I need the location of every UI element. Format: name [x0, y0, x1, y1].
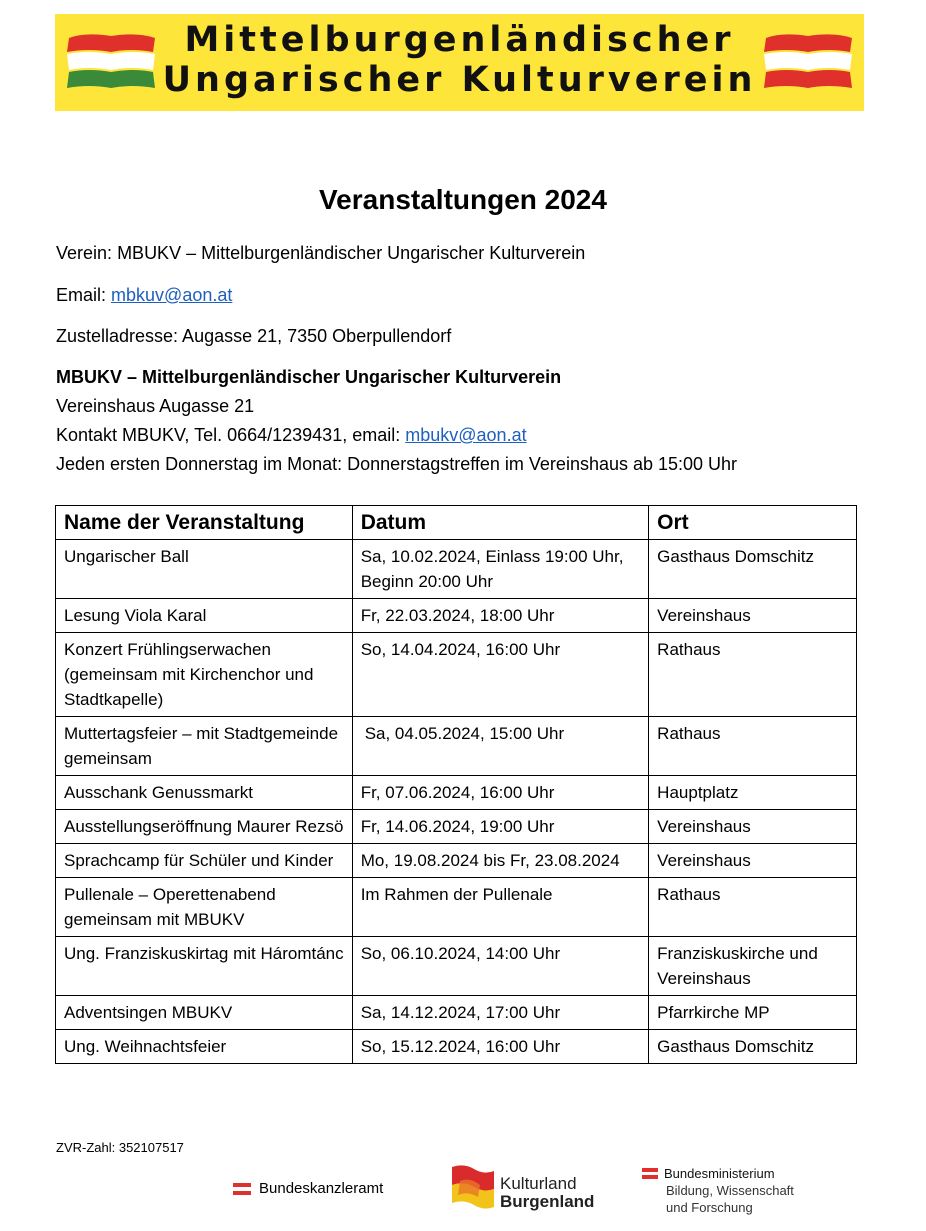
event-name: Ausstellungseröffnung Maurer Rezsö — [56, 810, 353, 844]
kulturland-flag-icon — [450, 1163, 496, 1211]
event-ort: Vereinshaus — [649, 599, 857, 633]
table-row — [56, 599, 857, 633]
event-ort: Franziskuskirche und Vereinshaus — [649, 937, 857, 996]
event-datum: Sa, 14.12.2024, 17:00 Uhr — [352, 996, 648, 1030]
kulturland-burgenland-logo — [450, 1163, 594, 1211]
meeting-line: Jeden ersten Donnerstag im Monat: Donnerstagstreffen im Vereinshaus ab 15:00 Uhr — [56, 454, 738, 474]
event-ort: Gasthaus Domschitz — [649, 540, 857, 599]
table-row — [56, 996, 857, 1030]
event-datum: Fr, 14.06.2024, 19:00 Uhr — [352, 810, 648, 844]
bmbwf-line3: und Forschung — [666, 1200, 753, 1215]
event-name: Sprachcamp für Schüler und Kinder — [56, 844, 353, 878]
events-table — [55, 505, 857, 1064]
banner-title-line2: Ungarischer Kulturverein — [162, 60, 757, 100]
event-datum: Mo, 19.08.2024 bis Fr, 23.08.2024 — [352, 844, 648, 878]
event-datum: So, 06.10.2024, 14:00 Uhr — [352, 937, 648, 996]
table-row — [56, 717, 857, 776]
burgenland-label: Burgenland — [500, 1192, 595, 1211]
event-ort: Rathaus — [649, 717, 857, 776]
email-link[interactable]: mbkuv@aon.at — [111, 285, 233, 305]
zvr-number: ZVR-Zahl: 352107517 — [56, 1140, 184, 1155]
table-header-row — [56, 506, 857, 540]
bundeskanzleramt-logo — [233, 1180, 383, 1197]
verein-value: MBUKV – Mittelburgenländischer Ungarischer Kulturverein — [117, 243, 586, 263]
bmbwf-line1: Bundesministerium — [664, 1166, 775, 1181]
event-name: Ung. Weihnachtsfeier — [56, 1030, 353, 1064]
email-label: Email: — [56, 285, 107, 305]
header-name: Name der Veranstaltung — [56, 506, 353, 540]
block-title: MBUKV – Mittelburgenländischer Ungarischer Kulturverein — [56, 367, 562, 387]
event-name: Konzert Frühlingserwachen (gemeinsam mit Kirchenchor und Stadtkapelle) — [56, 633, 353, 717]
table-row — [56, 776, 857, 810]
event-datum: Im Rahmen der Pullenale — [352, 878, 648, 937]
event-name: Lesung Viola Karal — [56, 599, 353, 633]
event-ort: Rathaus — [649, 878, 857, 937]
bundeskanzleramt-label: Bundeskanzleramt — [259, 1180, 384, 1197]
verein-line — [56, 243, 585, 264]
event-name: Ausschank Genussmarkt — [56, 776, 353, 810]
event-ort: Pfarrkirche MP — [649, 996, 857, 1030]
table-row — [56, 937, 857, 996]
event-name: Ungarischer Ball — [56, 540, 353, 599]
austria-flag-icon — [233, 1183, 251, 1195]
header-ort: Ort — [649, 506, 857, 540]
address-line: Zustelladresse: Augasse 21, 7350 Oberpullendorf — [56, 326, 452, 346]
table-row — [56, 810, 857, 844]
event-datum: So, 14.04.2024, 16:00 Uhr — [352, 633, 648, 717]
contact-email-link[interactable]: mbukv@aon.at — [405, 425, 527, 445]
table-row — [56, 540, 857, 599]
table-row — [56, 1030, 857, 1064]
event-datum: So, 15.12.2024, 16:00 Uhr — [352, 1030, 648, 1064]
contact-text: Kontakt MBUKV, Tel. 0664/1239431, email: — [56, 425, 401, 445]
email-line — [56, 285, 232, 306]
event-datum: Fr, 22.03.2024, 18:00 Uhr — [352, 599, 648, 633]
event-ort: Vereinshaus — [649, 810, 857, 844]
banner-title-line1: Mittelburgenländischer — [184, 20, 735, 60]
header-datum: Datum — [352, 506, 648, 540]
event-name: Pullenale – Operettenabend gemeinsam mit MBUKV — [56, 878, 353, 937]
event-datum: Sa, 10.02.2024, Einlass 19:00 Uhr, Beginn 20:00 Uhr — [352, 540, 648, 599]
event-name: Adventsingen MBUKV — [56, 996, 353, 1030]
austria-flag-icon — [642, 1168, 658, 1179]
bmbwf-logo — [642, 1165, 794, 1216]
event-ort: Hauptplatz — [649, 776, 857, 810]
kulturland-label: Kulturland — [500, 1174, 577, 1193]
austrian-flag-icon — [762, 30, 854, 94]
table-row — [56, 633, 857, 717]
event-name: Ung. Franziskuskirtag mit Háromtánc — [56, 937, 353, 996]
block-vereinshaus: Vereinshaus Augasse 21 — [56, 396, 255, 416]
header-banner — [55, 14, 864, 111]
event-ort: Rathaus — [649, 633, 857, 717]
event-name: Muttertagsfeier – mit Stadtgemeinde gemeinsam — [56, 717, 353, 776]
event-datum: Sa, 04.05.2024, 15:00 Uhr — [352, 717, 648, 776]
event-datum: Fr, 07.06.2024, 16:00 Uhr — [352, 776, 648, 810]
event-ort: Vereinshaus — [649, 844, 857, 878]
page-title: Veranstaltungen 2024 — [319, 184, 607, 215]
table-row — [56, 844, 857, 878]
verein-label: Verein: — [56, 243, 113, 263]
table-row — [56, 878, 857, 937]
contact-line — [56, 425, 527, 446]
event-ort: Gasthaus Domschitz — [649, 1030, 857, 1064]
bmbwf-line2: Bildung, Wissenschaft — [666, 1183, 794, 1198]
